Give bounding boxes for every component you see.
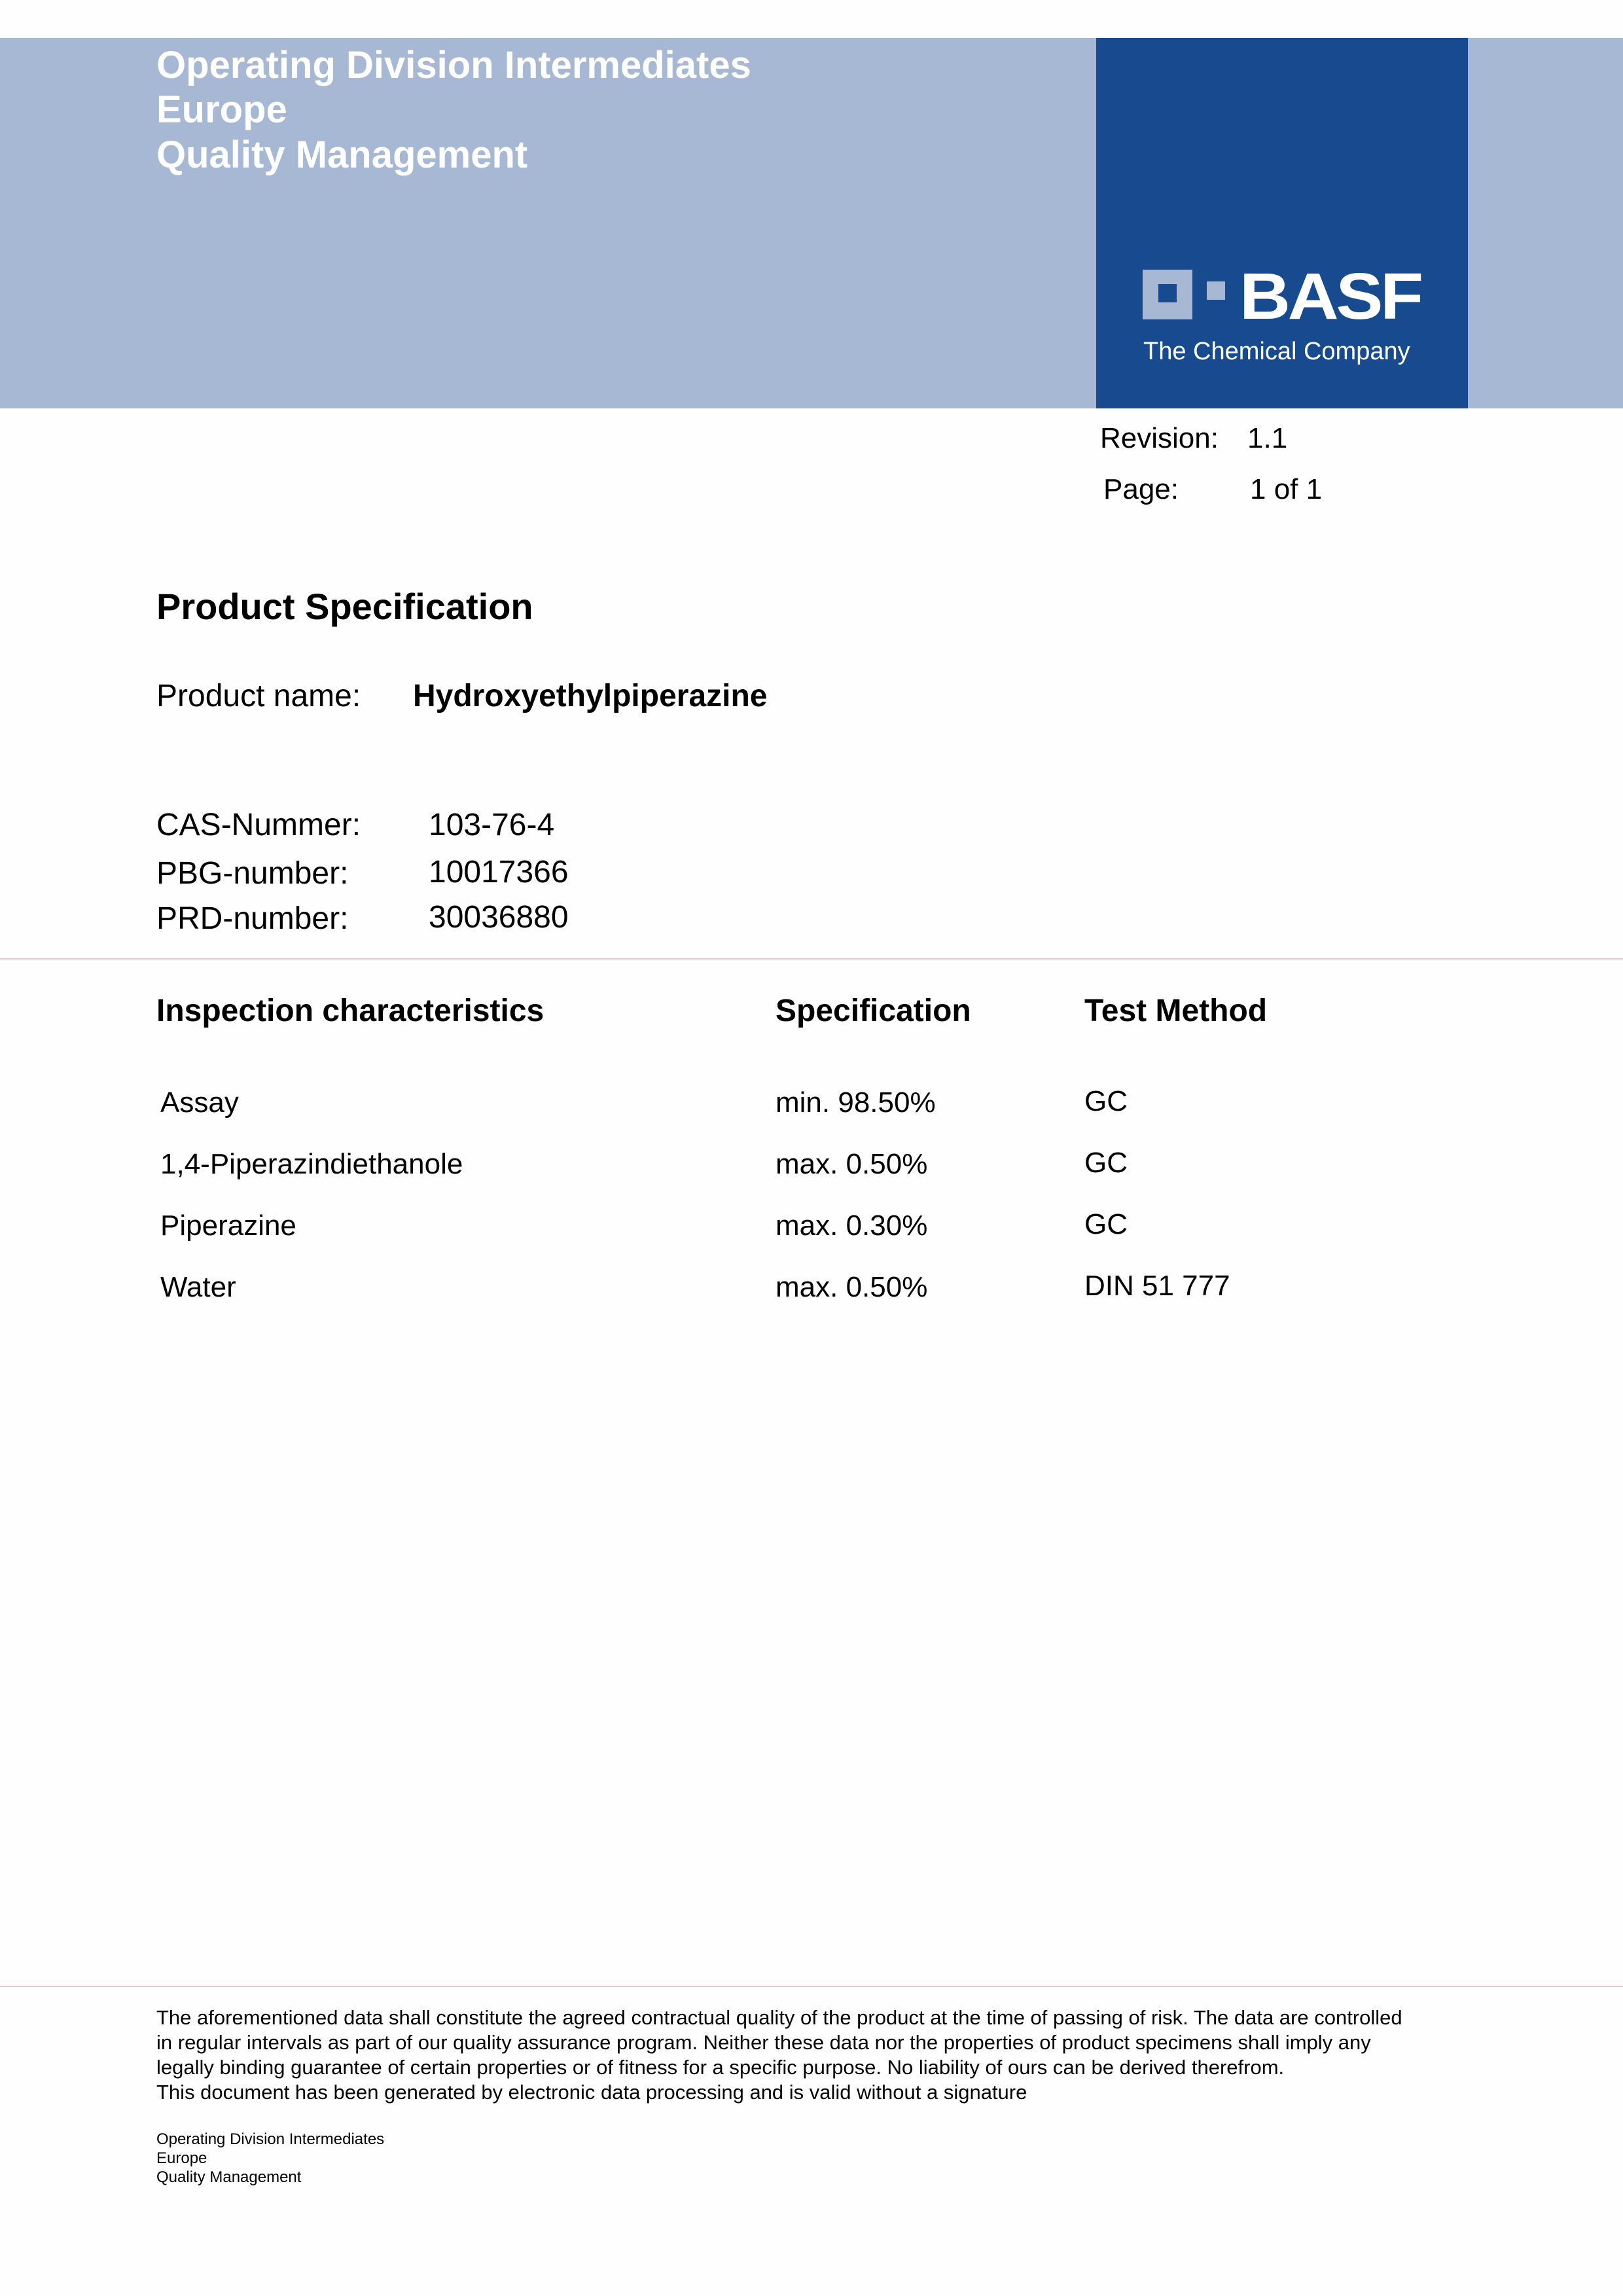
col-header-specification: Specification <box>776 994 971 1028</box>
header-region: Europe <box>156 88 287 131</box>
cell-characteristic: Water <box>160 1271 236 1303</box>
footer-unit-line: Quality Management <box>156 2168 302 2186</box>
cell-test-method: GC <box>1084 1147 1128 1179</box>
pbg-value: 10017366 <box>429 855 569 889</box>
footer-divider <box>0 1986 1623 1987</box>
product-name-label: Product name: <box>156 679 361 713</box>
disclaimer-line: in regular intervals as part of our quality assurance program. Neither these data nor the properties of product specimens shall imply any <box>156 2031 1371 2054</box>
footer-division <box>156 2130 384 2187</box>
page-title: Product Specification <box>156 586 533 627</box>
cell-test-method: GC <box>1084 1085 1128 1117</box>
product-name: Hydroxyethylpiperazine <box>413 679 768 713</box>
cell-characteristic: Piperazine <box>160 1210 296 1242</box>
prd-label: PRD-number: <box>156 901 349 936</box>
revision-label: Revision: <box>1100 422 1219 454</box>
basf-wordmark: BASF <box>1240 260 1421 333</box>
prd-value: 30036880 <box>429 900 569 935</box>
cell-specification: min. 98.50% <box>776 1086 936 1119</box>
basf-logo <box>1096 38 1468 408</box>
col-header-test-method: Test Method <box>1084 994 1268 1028</box>
basf-tagline: The Chemical Company <box>1143 338 1410 365</box>
cell-specification: max. 0.30% <box>776 1210 928 1242</box>
cell-test-method: GC <box>1084 1208 1128 1240</box>
cell-characteristic: Assay <box>160 1086 239 1119</box>
header-division: Operating Division Intermediates <box>156 44 751 86</box>
cell-test-method: DIN 51 777 <box>1084 1270 1230 1302</box>
pbg-label: PBG-number: <box>156 856 349 891</box>
cell-characteristic: 1,4-Piperazindiethanole <box>160 1148 463 1180</box>
revision-value: 1.1 <box>1247 422 1288 454</box>
page-label: Page: <box>1103 473 1179 505</box>
disclaimer-line: The aforementioned data shall constitute the agreed contractual quality of the product at the time of passing of risk. The data are controlled <box>156 2006 1402 2029</box>
cas-label: CAS-Nummer: <box>156 808 361 842</box>
disclaimer-line: legally binding guarantee of certain properties or of fitness for a specific purpose. No liability of ours can be derived therefrom. <box>156 2056 1285 2079</box>
page-value: 1 of 1 <box>1250 473 1323 505</box>
disclaimer <box>156 2005 1531 2105</box>
cas-value: 103-76-4 <box>429 808 555 842</box>
header-unit: Quality Management <box>156 134 528 176</box>
col-header-characteristics: Inspection characteristics <box>156 994 544 1028</box>
divider <box>0 958 1623 960</box>
cell-specification: max. 0.50% <box>776 1271 928 1303</box>
cell-specification: max. 0.50% <box>776 1148 928 1180</box>
footer-division-line: Operating Division Intermediates <box>156 2130 385 2148</box>
footer-region-line: Europe <box>156 2149 207 2167</box>
disclaimer-line: This document has been generated by electronic data processing and is valid without a signature <box>156 2081 1027 2104</box>
